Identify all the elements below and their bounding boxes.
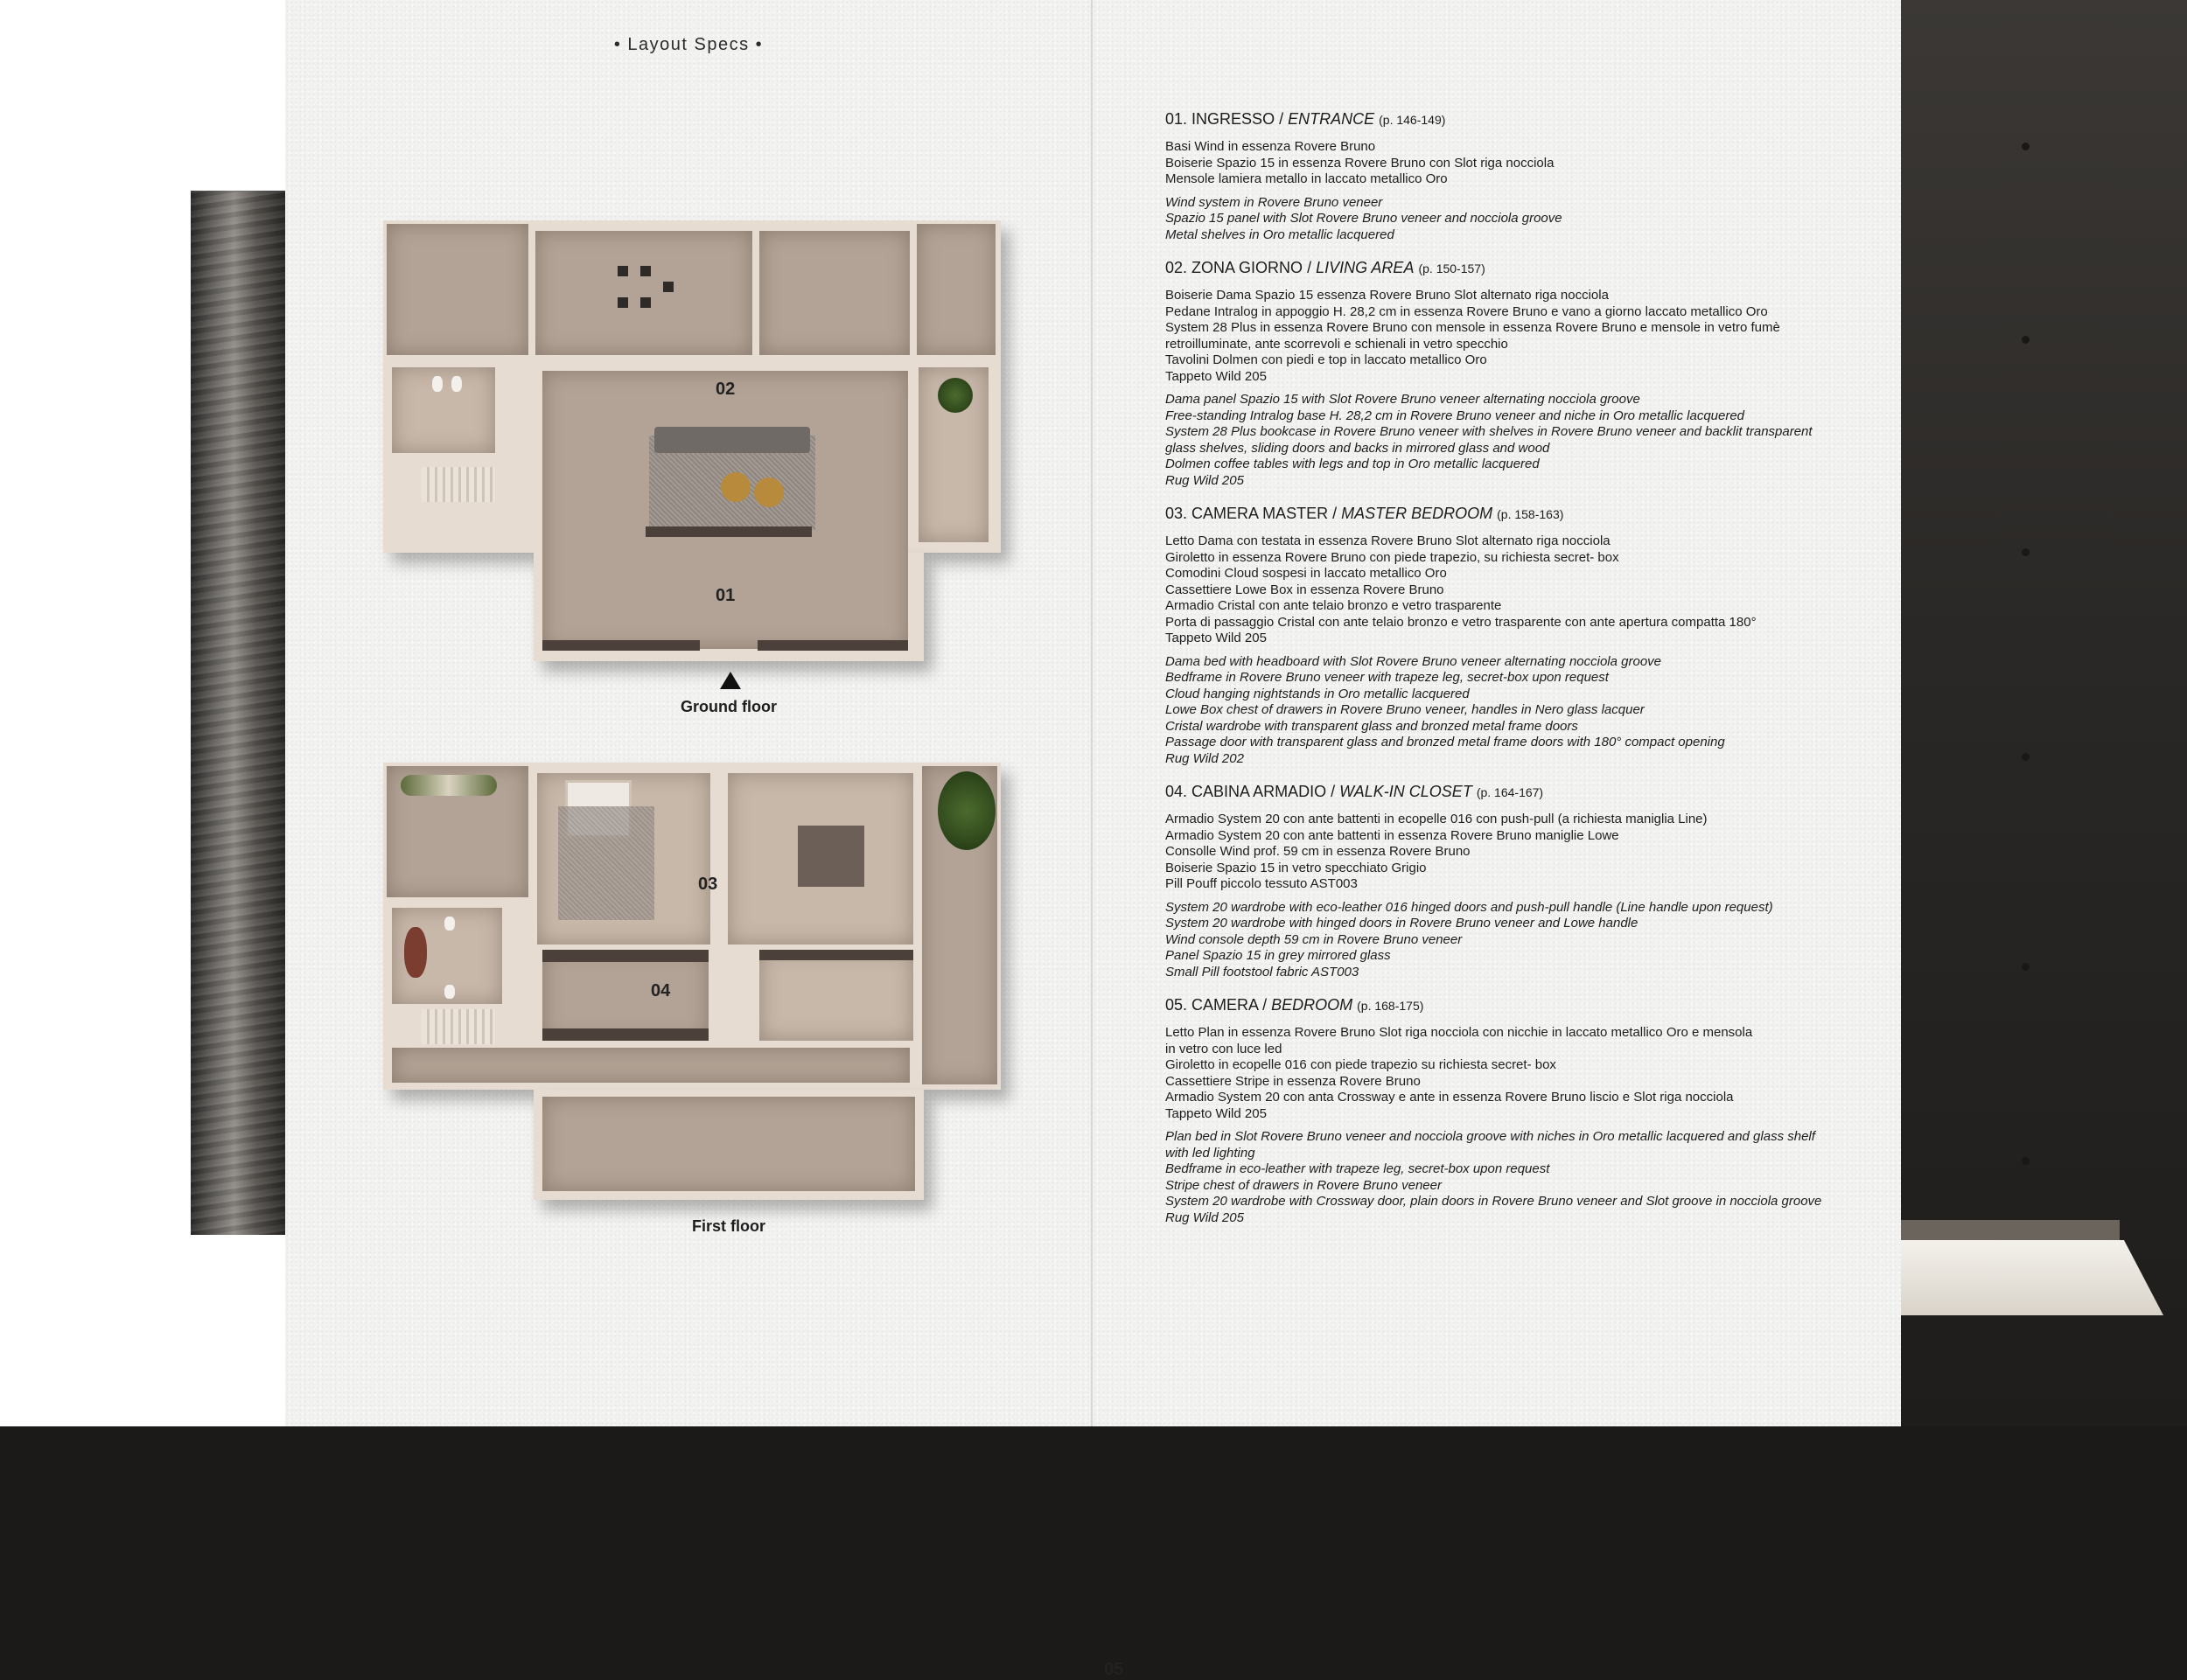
spec-section-living-area <box>1165 257 1830 489</box>
spec-section-master-bedroom <box>1165 503 1830 767</box>
section-heading: 03. CAMERA MASTER / MASTER BEDROOM (p. 158-163) <box>1165 505 1564 522</box>
page-title <box>285 35 1092 55</box>
room-number-03: 03 <box>698 875 718 894</box>
section-lines-it: Letto Plan in essenza Rovere Bruno Slot riga nocciola con nicchie in laccato metallico Oro e mensola in vetro con luce led Giroletto in ecopelle 016 con piede trapezio su richiesta secret- box Cassettiere Stripe in essenza Rovere Bruno Armadio System 20 con anta Crossway e ante in essenza Rovere Bruno liscio e Slot riga nocciola Tappeto Wild 205 <box>1165 1025 1753 1121</box>
section-lines-en: System 20 wardrobe with eco-leather 016 hinged doors and push-pull handle (Line handle upon request) System 20 wardrobe with hinged doors in Rovere Bruno veneer and Lowe handle Wind console depth 59 cm in Rovere Bruno veneer Panel Spazio 15 in grey mirrored glass Small Pill footstool fabric AST003 <box>1165 899 1773 979</box>
ground-floor-label: Ground floor <box>681 698 777 715</box>
page-title-text: • Layout Specs • <box>613 35 764 54</box>
ground-floor-plan <box>383 220 1001 661</box>
section-heading: 01. INGRESSO / ENTRANCE (p. 146-149) <box>1165 110 1446 128</box>
room-number-05: 05 <box>1104 1660 1124 1679</box>
spec-section-walk-in-closet <box>1165 781 1830 980</box>
section-lines-en: Wind system in Rovere Bruno veneer Spazio 15 panel with Slot Rovere Bruno veneer and nocciola groove Metal shelves in Oro metallic lacquered <box>1165 194 1562 242</box>
entrance-arrow-icon <box>720 672 741 689</box>
section-lines-it: Basi Wind in essenza Rovere Bruno Boiserie Spazio 15 in essenza Rovere Bruno con Slot riga nocciola Mensole lamiera metallo in laccato metallico Oro <box>1165 139 1555 186</box>
section-lines-en: Dama panel Spazio 15 with Slot Rovere Bruno veneer alternating nocciola groove Free-standing Intralog base H. 28,2 cm in Rovere Bruno veneer and niche in Oro metallic lacquered System 28 Plus bookcase in Rovere Bruno veneer with shelves in Rovere Bruno veneer and backlit transparent glass shelves, sliding doors and backs in mirrored glass and wood Dolmen coffee tables with legs and top in Oro metallic lacquered Rug Wild 205 <box>1165 392 1813 488</box>
section-heading: 02. ZONA GIORNO / LIVING AREA (p. 150-157) <box>1165 259 1485 276</box>
section-lines-en: Plan bed in Slot Rovere Bruno veneer and nocciola groove with niches in Oro metallic lacquered and glass shelf with led lighting Bedframe in eco-leather with trapeze leg, secret-box upon request Stripe chest of drawers in Rovere Bruno veneer System 20 wardrobe with Crossway door, plain doors in Rovere Bruno veneer and Slot groove in nocciola groove Rug Wild 205 <box>1165 1129 1822 1225</box>
wall-dot <box>2022 1157 2030 1165</box>
section-heading: 05. CAMERA / BEDROOM (p. 168-175) <box>1165 996 1424 1014</box>
section-heading: 04. CABINA ARMADIO / WALK-IN CLOSET (p. 164-167) <box>1165 783 1544 800</box>
room-number-04: 04 <box>651 981 671 1000</box>
wall-dot <box>2022 548 2030 556</box>
spec-section-bedroom <box>1165 994 1830 1226</box>
left-page <box>285 0 1124 1679</box>
spec-section-entrance <box>1165 108 1830 243</box>
light-beam-shadow <box>1901 1220 2120 1241</box>
wall-dot <box>2022 963 2030 971</box>
right-background-wall <box>1901 0 2187 1426</box>
specs-list <box>1165 108 1830 1226</box>
section-lines-it: Boiserie Dama Spazio 15 essenza Rovere Bruno Slot alternato riga nocciola Pedane Intralog in appoggio H. 28,2 cm in essenza Rovere Bruno e vano a giorno laccato metallico Oro System 28 Plus in essenza Rovere Bruno con mensole in essenza Rovere Bruno e mensole in vetro fumè retroilluminate, ante scorrevoli e schienali in vetro specchio Tavolini Dolmen con piedi e top in laccato metallico Oro Tappeto Wild 205 <box>1165 288 1780 384</box>
room-number-02: 02 <box>716 380 736 399</box>
stone-wall-strip <box>191 191 285 1235</box>
section-lines-it: Letto Dama con testata in essenza Rovere Bruno Slot alternato riga nocciola Giroletto in essenza Rovere Bruno con piede trapezio, su richiesta secret- box Comodini Cloud sospesi in laccato metallico Oro Cassettiere Lowe Box in essenza Rovere Bruno Armadio Cristal con ante telaio bronzo e vetro trasparente Porta di passaggio Cristal con ante telaio bronzo e vetro trasparente con ante apertura compatta 180° Tappeto Wild 205 <box>1165 533 1757 645</box>
wall-dot <box>2022 336 2030 344</box>
room-number-01: 01 <box>716 586 736 605</box>
light-beam <box>1901 1240 2163 1315</box>
section-lines-it: Armadio System 20 con ante battenti in ecopelle 016 con push-pull (a richiesta maniglia Line) Armadio System 20 con ante battenti in essenza Rovere Bruno maniglie Lowe Consolle Wind prof. 59 cm in essenza Rovere Bruno Boiserie Spazio 15 in vetro specchiato Grigio Pill Pouff piccolo tessuto AST003 <box>1165 812 1708 891</box>
section-lines-en: Dama bed with headboard with Slot Rovere Bruno veneer alternating nocciola groove Bedframe in Rovere Bruno veneer with trapeze leg, secret-box upon request Cloud hanging nightstands in Oro metallic lacquered Lowe Box chest of drawers in Rovere Bruno veneer, handles in Nero glass lacquer Cristal wardrobe with transparent glass and bronzed metal frame doors Passage door with transparent glass and bronzed metal frame doors with 180° compact opening Rug Wild 202 <box>1165 653 1725 766</box>
first-floor-label: First floor <box>692 1217 765 1235</box>
wall-dot <box>2022 143 2030 150</box>
wall-dot <box>2022 753 2030 761</box>
